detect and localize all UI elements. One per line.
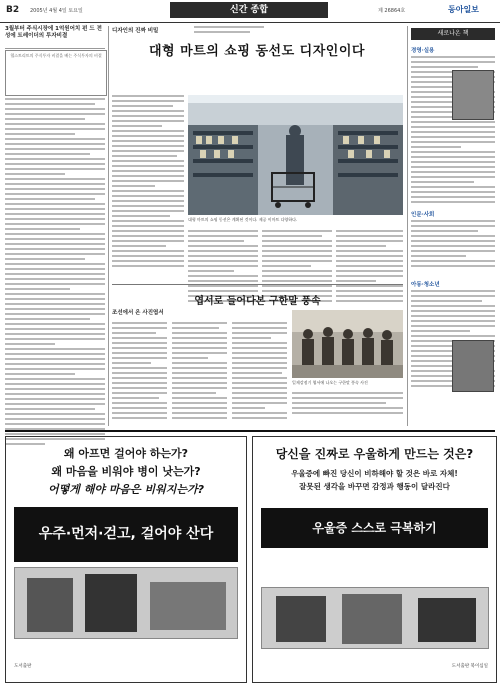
second-photo [292,310,403,378]
left-ad-photo-illustration [15,568,237,638]
main-kicker: 디자인의 진짜 비밀 [112,28,159,34]
newspaper-brand: 동아일보 [448,5,479,14]
sidebar-text-2 [411,220,495,270]
second-photo-caption: 일제강점기 엽서에 나오는 구한말 풍속 사진 [292,380,368,385]
second-body-col1 [112,322,167,422]
sidebar-title: 새로나온 책 [411,28,495,40]
store-aisle-illustration [188,95,403,215]
dateline: 2005년 4월 4일 토요일 [30,8,83,14]
left-headline: 3월부터 주식시장에 1억원어치 펀 드 전성에 트레이더의 투자비결 [5,26,102,39]
sidebar-rule [407,26,408,426]
main-photo [188,95,403,215]
left-headline-box [5,26,105,49]
main-photo-caption: 대형 마트의 쇼핑 동선은 계획된 것이다. 제공 이마트 다양하다. [188,217,298,222]
left-ad-title-art: 우주·먼저·걷고, 걸어야 산다 [14,507,238,562]
main-headline: 대형 마트의 쇼핑 동선도 디자인이다 [149,44,365,59]
ad-separator [5,430,495,432]
main-headline-area [112,26,402,88]
second-body-col2 [172,322,227,422]
second-headline: 엽서로 들어다본 구한말 풍속 [194,296,321,307]
sidebar-category-2: 인문·사회 [411,212,435,218]
book-promo-text: 헬스트리트의 주식투자 비결을 배는 주식투자의 비결 [10,53,102,58]
main-body-col1 [112,95,184,270]
section-title: 신간 종합 [170,2,328,18]
second-body-col4 [292,392,403,417]
right-ad-headline-3: 잘못된 생각을 바꾸면 감정과 행동이 달라진다 [299,482,450,491]
old-postcard-illustration [292,310,403,378]
second-body-col3 [232,322,287,422]
main-deck-text [194,26,264,36]
sidebar-category-3: 아동·청소년 [411,282,440,288]
right-ad-footer: 도서출판 북이십일 [451,664,488,669]
story-divider [112,284,403,285]
right-ad-headline-1: 당신을 진짜로 우울하게 만드는 것은? [275,447,474,461]
left-ad-footer: 도서출판 [14,664,32,669]
book-cover-1 [452,70,494,120]
right-ad-title-art: 우울증 스스로 극복하기 [261,508,488,548]
left-ad-headline-2: 왜 마음을 비워야 병이 낫는가? [51,465,201,478]
left-ad-headline-3: 어떻게 해야 마음은 비워지는가? [47,483,204,496]
left-ad-book-image [14,567,238,639]
right-advertisement [252,436,497,683]
sidebar-category-1: 경영·실용 [411,48,435,54]
left-advertisement [5,436,247,683]
page-number: B2 [6,5,20,15]
book-cover-2 [452,340,494,392]
second-byline: 조선에서 온 사진엽서 [112,310,164,316]
book-promo-box [5,50,107,96]
left-ad-headline-1: 왜 아프면 걸어야 하는가? [63,447,189,460]
column-rule [108,26,109,426]
right-ad-headline-2: 우울증에 빠진 당신이 비하해야 할 것은 바로 자체! [291,469,458,478]
issue-number: 제 26864호 [378,8,406,14]
right-ad-photo-illustration [262,588,488,648]
left-body-text [5,98,105,448]
right-ad-book-image [261,587,489,649]
